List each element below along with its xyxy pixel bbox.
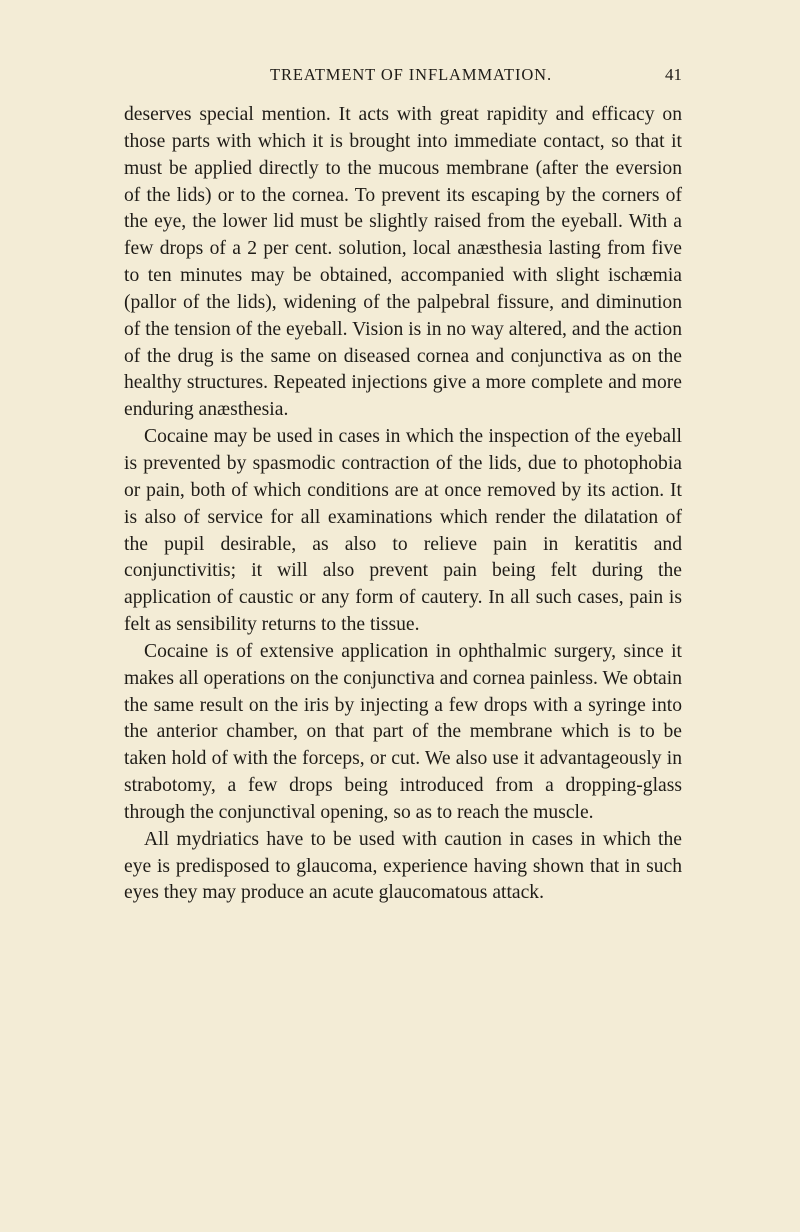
paragraph-mydriatics-caution: All mydriatics have to be used with caution in cases in which the eye is predisposed to glaucoma, experience having shown that in such eyes they may produce an acute glaucomatous attack. bbox=[124, 828, 682, 904]
paragraph-continuation: deserves special mention. It acts with great rapidity and efficacy on those parts with which it is brought into immediate contact, so that it must be applied directly to the mucous membrane (after the eversion of the lids) or to the cornea. To prevent its escaping by the corners of the eye, the lower lid must be slightly raised from the eyeball. With a few drops of a 2 per cent. solution, local anæsthesia lasting from five to ten minutes may be obtained, accompanied with slight ischæmia (pallor of the lids), widening of the palpebral fissure, and diminution of the tension of the eyeball. Vision is in no way altered, and the action of the drug is the same on diseased cornea and conjunctiva as on the healthy structures. Repeated injections give a more complete and more enduring anæsthesia. bbox=[124, 104, 682, 421]
body-text bbox=[124, 102, 682, 907]
paragraph-cocaine-surgery: Cocaine is of extensive application in ophthalmic surgery, since it makes all operations on the conjunctiva and cornea painless. We obtain the same result on the iris by injecting a few drops with a syringe into the anterior chamber, on that part of the membrane which is to be taken hold of with the forceps, or cut. We also use it advantageously in strabotomy, a few drops being introduced from a dropping-glass through the conjunctival opening, so as to reach the muscle. bbox=[124, 640, 682, 823]
running-head bbox=[124, 60, 682, 90]
running-title: TREATMENT OF INFLAMMATION. bbox=[269, 65, 553, 84]
paragraph-cocaine-inspection: Cocaine may be used in cases in which the inspection of the eyeball is prevented by spasmodic contraction of the lids, due to photophobia or pain, both of which conditions are at once removed by its action. It is also of service for all examinations which render the dilatation of the pupil desirable, as also to relieve pain in keratitis and conjunctivitis; it will also prevent pain being felt during the application of caustic or any form of cautery. In all such cases, pain is felt as sensibility returns to the tissue. bbox=[124, 426, 682, 636]
page-number: 41 bbox=[665, 65, 682, 84]
